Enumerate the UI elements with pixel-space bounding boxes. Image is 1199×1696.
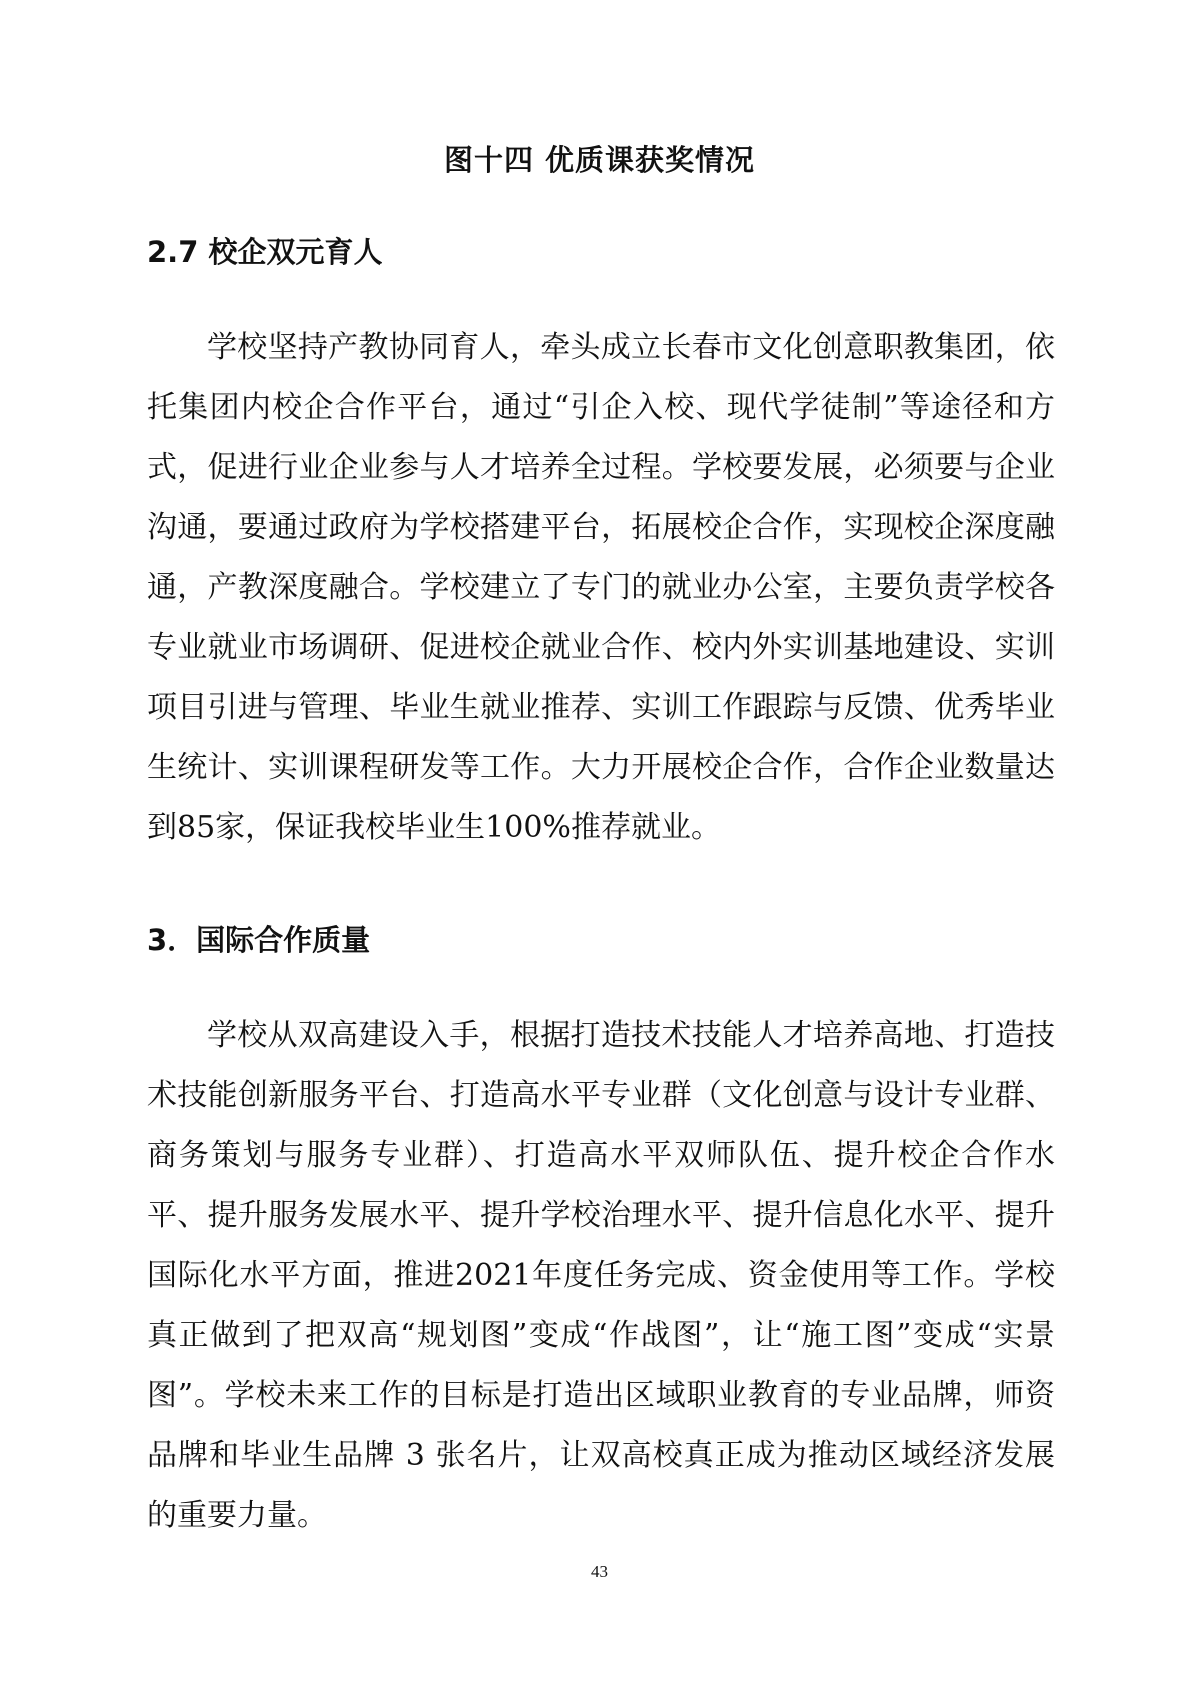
paragraph-international-cooperation: 学校从双高建设入手，根据打造技术技能人才培养高地、打造技术技能创新服务平台、打造高水平专业群（文化创意与设计专业群、商务策划与服务专业群）、打造高水平双师队伍、提升校企合作水平、提升服务发展水平、提升学校治理水平、提升信息化水平、提升国际化水平方面，推进2021年度任务完成、资金使用等工作。学校真正做到了把双高“规划图”变成“作战图”，让“施工图”变成“实景图”。学校未来工作的目标是打造出区域职业教育的专业品牌，师资品牌和毕业生品牌 3 张名片，让双高校真正成为推动区域经济发展的重要力量。	[147, 1018, 1055, 1533]
section-heading-international-cooperation: 3．国际合作质量	[147, 923, 371, 957]
page-number: 43	[591, 1562, 608, 1581]
figure-caption: 图十四 优质课获奖情况	[443, 143, 756, 177]
section-heading-school-enterprise: 2.7 校企双元育人	[147, 235, 383, 269]
paragraph-school-enterprise: 学校坚持产教协同育人，牵头成立长春市文化创意职教集团，依托集团内校企合作平台，通过“引企入校、现代学徒制”等途径和方式，促进行业企业参与人才培养全过程。学校要发展，必须要与企业沟通，要通过政府为学校搭建平台，拓展校企合作，实现校企深度融通，产教深度融合。学校建立了专门的就业办公室，主要负责学校各专业就业市场调研、促进校企就业合作、校内外实训基地建设、实训项目引进与管理、毕业生就业推荐、实训工作跟踪与反馈、优秀毕业生统计、实训课程研发等工作。大力开展校企合作，合作企业数量达到85家，保证我校毕业生100%推荐就业。	[147, 330, 1055, 845]
